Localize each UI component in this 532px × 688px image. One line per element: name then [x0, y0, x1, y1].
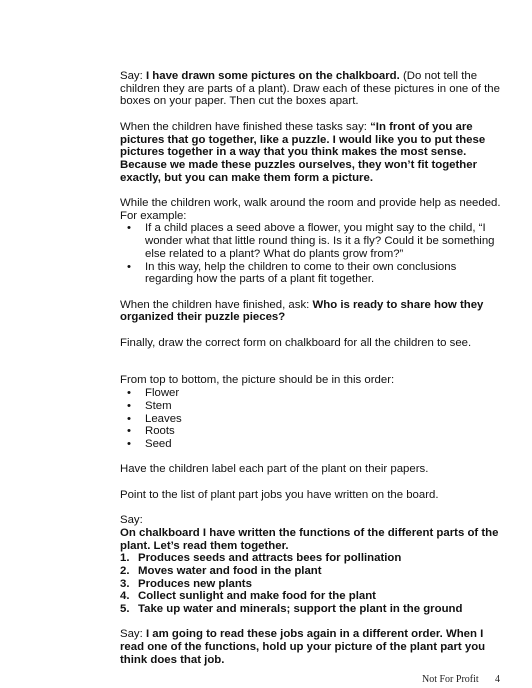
bold-question: Who is ready to share how they organized their puzzle pieces?: [120, 298, 484, 324]
paragraph-read-again: [120, 628, 505, 666]
paragraph-share: [120, 299, 505, 324]
bold-instruction: [120, 527, 505, 552]
say-label: Say:: [120, 70, 146, 82]
list-item: • In this way, help the children to come to their own conclusions regarding how the parts of a plant fit together.: [127, 261, 505, 286]
list-item: • If a child places a seed above a flower, you might say to the child, “I wonder what that little round thing is. Is it a fly? Could it be something else related to a plant? What do plants grow from?”: [127, 222, 505, 260]
list-item: • Seed: [127, 438, 505, 451]
say-label: Say:: [120, 628, 146, 641]
paragraph-text: When the children have finished, ask:: [120, 298, 313, 311]
function-text: Moves water and food in the plant: [138, 564, 322, 577]
function-text: Collect sunlight and make food for the plant: [138, 590, 376, 603]
list-item: • Roots: [127, 425, 505, 438]
paragraph-text: When the children have finished these tasks say:: [120, 120, 371, 133]
paragraph-text: (Do not tell the children they are parts of a plant). Draw each of these pictures in one of the boxes on your paper. Then cut the boxes apart.: [120, 70, 500, 108]
bold-instruction: I am going to read these jobs again in a different order. When I read one of the functions, hold up your picture of the plant part you think does that job.: [120, 628, 486, 666]
list-item: 3. Produces new plants: [120, 577, 252, 590]
list-item: 4. Collect sunlight and make food for the plant: [120, 590, 376, 603]
list-item: 2. Moves water and food in the plant: [120, 564, 322, 577]
paragraph-help: While the children work, walk around the room and provide help as needed. For example:: [120, 197, 501, 222]
list-item: • Flower: [127, 387, 505, 400]
paragraph-label: Have the children label each part of the plant on their papers.: [120, 463, 429, 476]
list-item: • Stem: [127, 400, 505, 413]
footer-label: Not For Profit: [422, 674, 479, 685]
paragraph-puzzle: [120, 121, 505, 185]
paragraph-order: From top to bottom, the picture should be in this order:: [120, 374, 395, 387]
list-item: 1. Produces seeds and attracts bees for pollination: [120, 552, 402, 565]
list-item: • Leaves: [127, 413, 505, 426]
bold-instruction: “In front of you are pictures that go together, like a puzzle. I would like you to put these pictures together in a way that you think makes the most sense. Because we made these puzzles ourselves, they won’t fit together exactly, but you can make them form a picture.: [120, 120, 486, 184]
bold-text: On chalkboard I have written the functions of the different parts of the plant. Let’s read them together.: [120, 526, 499, 552]
functions-list: [120, 552, 505, 616]
page-number: 4: [495, 674, 500, 685]
page-footer: [422, 674, 532, 685]
function-text: Produces new plants: [138, 577, 252, 590]
function-text: Take up water and minerals; support the plant in the ground: [138, 603, 463, 616]
say-label: Say:: [120, 514, 143, 527]
bold-instruction: I have drawn some pictures on the chalkboard.: [145, 70, 400, 82]
document-body: [120, 70, 505, 667]
plant-order-list: [120, 387, 505, 451]
paragraph-point: Point to the list of plant part jobs you have written on the board.: [120, 488, 439, 501]
function-text: Produces seeds and attracts bees for pollination: [138, 552, 402, 565]
paragraph-finally: Finally, draw the correct form on chalkboard for all the children to see.: [120, 336, 472, 349]
list-item: 5. Take up water and minerals; support the plant in the ground: [120, 603, 463, 616]
paragraph-draw-pictures: [120, 70, 505, 108]
example-list: [120, 222, 505, 286]
